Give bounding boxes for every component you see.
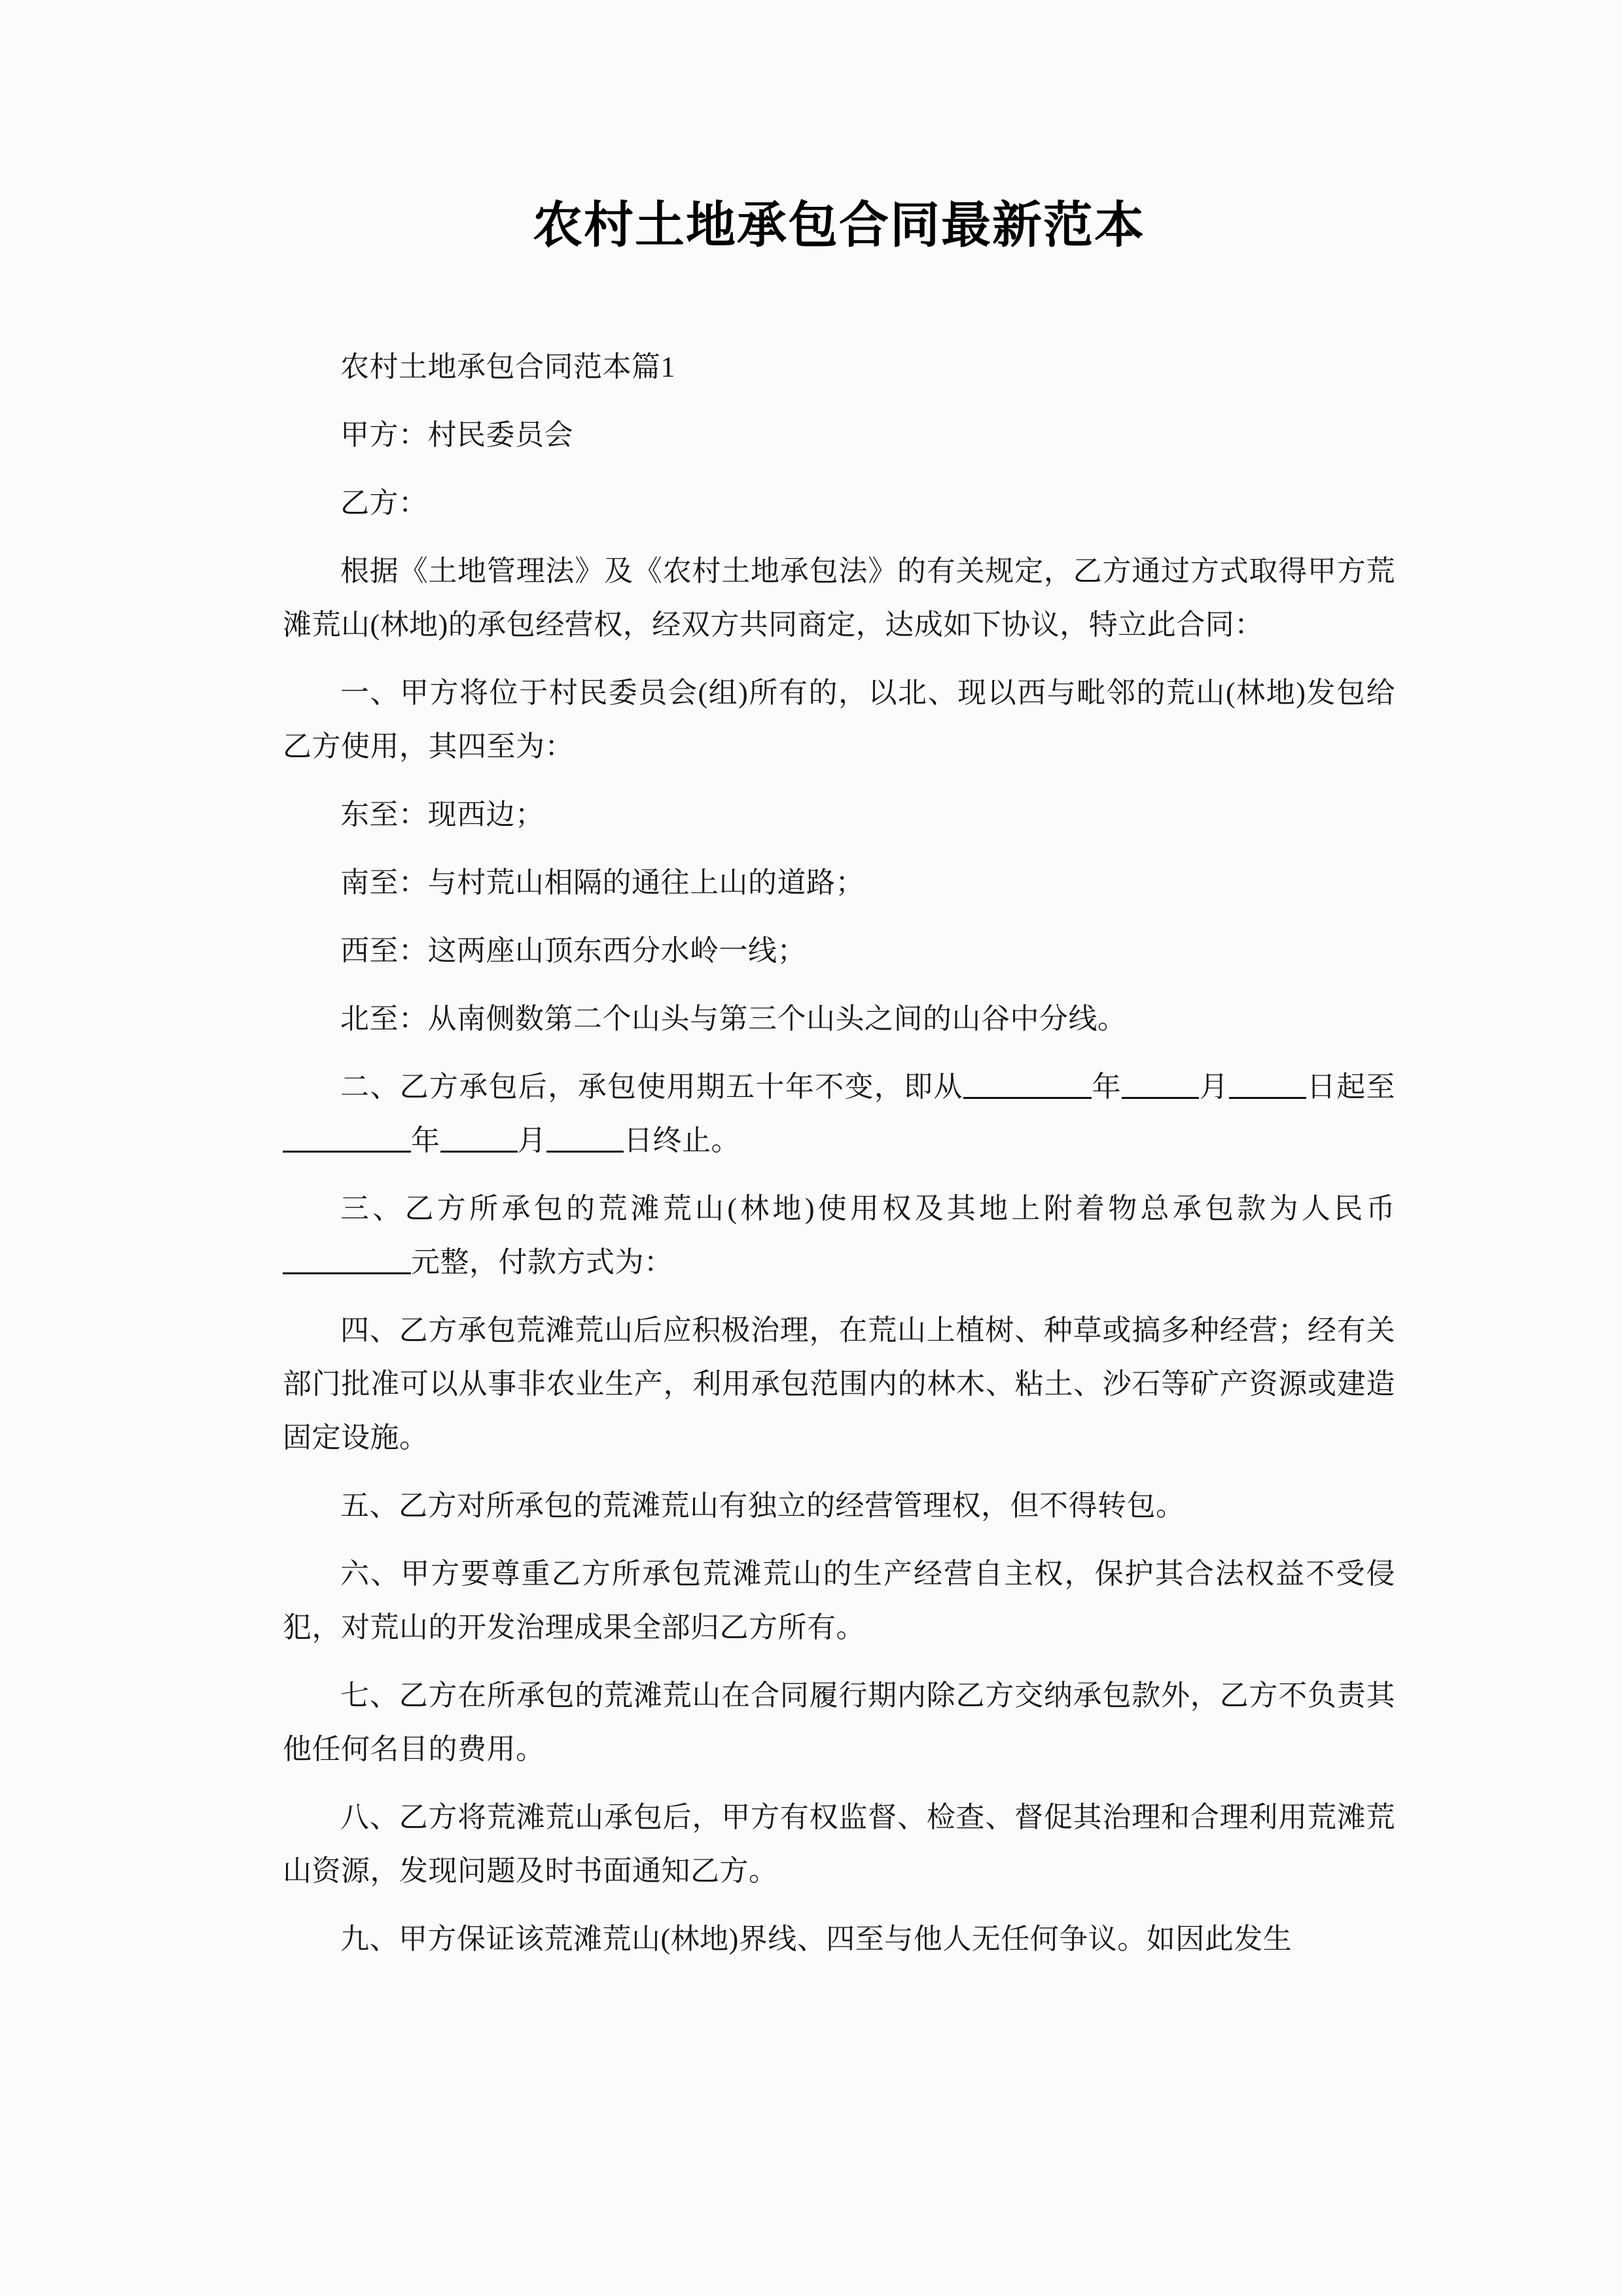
clause-2-text-part-b: 至 bbox=[1366, 1071, 1396, 1103]
clause-2-start-month-blank[interactable] bbox=[1122, 1097, 1199, 1099]
clause-2-unit-day-1: 日起 bbox=[1306, 1071, 1366, 1103]
paragraph-boundary-east: 东至：现西边； bbox=[340, 798, 544, 831]
clause-2-unit-year-1: 年 bbox=[1091, 1071, 1122, 1103]
clause-2-unit-year-2: 年 bbox=[411, 1124, 440, 1157]
clause-2-end-day-blank[interactable] bbox=[546, 1151, 624, 1153]
clause-2-unit-month-2: 月 bbox=[517, 1124, 546, 1157]
paragraph-party-a: 甲方：村民委员会 bbox=[340, 419, 573, 451]
document-body bbox=[283, 340, 1395, 1966]
page-title: 农村土地承包合同最新范本 bbox=[533, 198, 1145, 253]
clause-2-text-part-a: 二、乙方承包后，承包使用期五十年不变，即从 bbox=[340, 1071, 963, 1103]
clause-2-end-year-blank[interactable] bbox=[283, 1151, 411, 1153]
paragraph-clause-5: 五、乙方对所承包的荒滩荒山有独立的经营管理权，但不得转包。 bbox=[340, 1490, 1185, 1522]
paragraph-clause-7: 七、乙方在所承包的荒滩荒山在合同履行期内除乙方交纳承包款外，乙方不负责其他任何名目的费用。 bbox=[283, 1679, 1395, 1765]
paragraph-heading-sample: 农村土地承包合同范本篇1 bbox=[340, 351, 675, 383]
clause-2-unit-day-2: 日终止。 bbox=[624, 1124, 740, 1157]
paragraph-clause-1: 一、甲方将位于村民委员会(组)所有的，以北、现以西与毗邻的荒山(林地)发包给乙方使用，其四至为： bbox=[283, 677, 1395, 762]
paragraph-boundary-north: 北至：从南侧数第二个山头与第三个山头之间的山谷中分线。 bbox=[340, 1003, 1127, 1035]
paragraph-clause-2 bbox=[283, 1060, 1395, 1168]
paragraph-clause-6: 六、甲方要尊重乙方所承包荒滩荒山的生产经营自主权，保护其合法权益不受侵犯，对荒山的开发治理成果全部归乙方所有。 bbox=[283, 1558, 1395, 1643]
clause-2-start-year-blank[interactable] bbox=[963, 1097, 1092, 1099]
paragraph-clause-8: 八、乙方将荒滩荒山承包后，甲方有权监督、检查、督促其治理和合理利用荒滩荒山资源，发现问题及时书面通知乙方。 bbox=[283, 1801, 1395, 1887]
clause-2-end-month-blank[interactable] bbox=[440, 1151, 518, 1153]
paragraph-boundary-south: 南至：与村荒山相隔的通往上山的道路； bbox=[340, 867, 865, 899]
clause-2-unit-month-1: 月 bbox=[1198, 1071, 1230, 1103]
clause-3-text-part-a: 三、乙方所承包的荒滩荒山(林地)使用权及其地上附着物总承包款为人民币 bbox=[340, 1193, 1395, 1225]
paragraph-boundary-west: 西至：这两座山顶东西分水岭一线； bbox=[340, 935, 806, 967]
clause-2-start-day-blank[interactable] bbox=[1229, 1097, 1306, 1099]
paragraph-party-b: 乙方： bbox=[340, 487, 428, 519]
paragraph-preamble: 根据《土地管理法》及《农村土地承包法》的有关规定，乙方通过方式取得甲方荒滩荒山(林地)的承包经营权，经双方共同商定，达成如下协议，特立此合同： bbox=[283, 555, 1395, 641]
clause-3-text-part-b: 元整，付款方式为： bbox=[411, 1246, 673, 1278]
paragraph-clause-4: 四、乙方承包荒滩荒山后应积极治理，在荒山上植树、种草或搞多种经营；经有关部门批准可以从事非农业生产，利用承包范围内的林木、粘土、沙石等矿产资源或建造固定设施。 bbox=[283, 1314, 1395, 1454]
paragraph-clause-3 bbox=[283, 1182, 1395, 1289]
paragraph-clause-9: 九、甲方保证该荒滩荒山(林地)界线、四至与他人无任何争议。如因此发生 bbox=[340, 1923, 1293, 1955]
clause-3-amount-blank[interactable] bbox=[283, 1272, 411, 1274]
